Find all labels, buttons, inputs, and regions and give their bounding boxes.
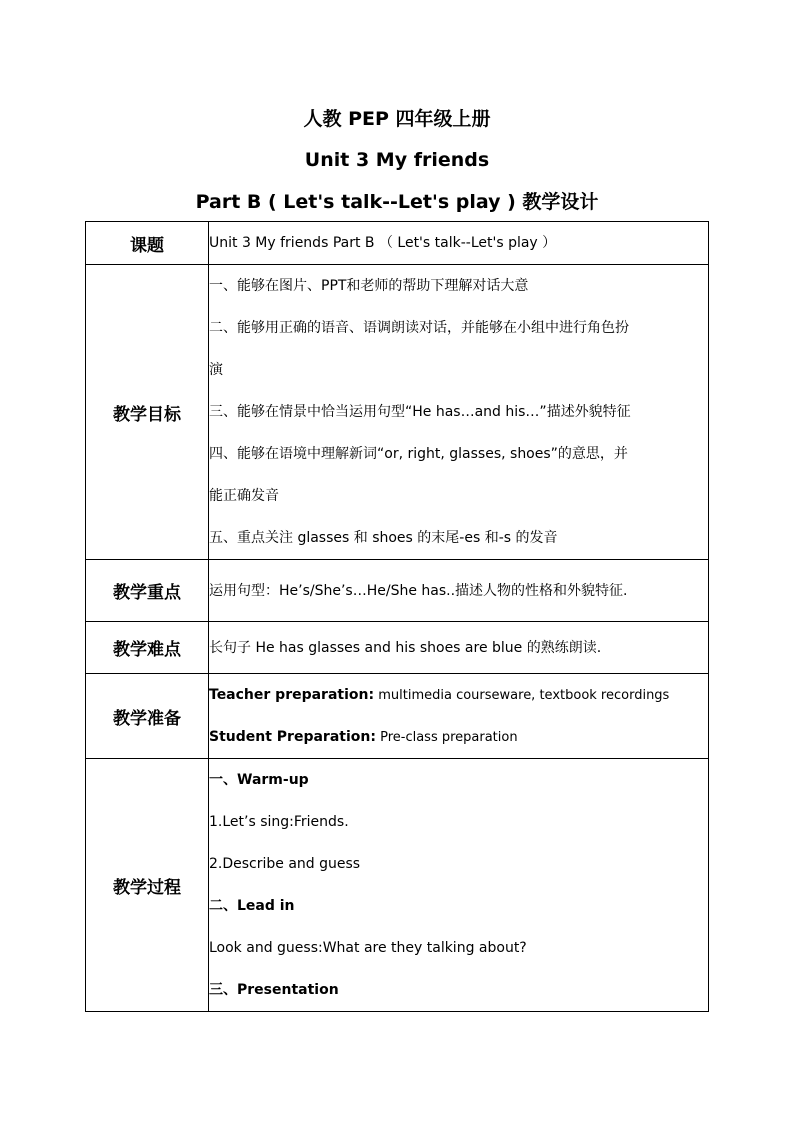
label-objectives: 教学目标 xyxy=(86,265,209,560)
value-key-points xyxy=(209,560,709,622)
value-preparation xyxy=(209,674,709,759)
teacher-preparation-text: multimedia courseware, textbook recordings xyxy=(374,688,670,703)
value-difficulties xyxy=(209,622,709,674)
label-process: 教学过程 xyxy=(86,759,209,1012)
objective-line: 演 xyxy=(209,362,223,378)
difficulties-text: 长句子 He has glasses and his shoes are blue 的熟练朗读. xyxy=(209,639,602,656)
process-section-heading: 三、Presentation xyxy=(209,982,339,998)
objective-line: 三、能够在情景中恰当运用句型“He has…and his…”描述外貌特征 xyxy=(209,404,631,420)
label-key-points: 教学重点 xyxy=(86,560,209,622)
student-preparation-text: Pre-class preparation xyxy=(375,730,518,745)
objective-line: 能正确发音 xyxy=(209,488,279,504)
label-difficulties: 教学难点 xyxy=(86,622,209,674)
student-preparation xyxy=(209,716,708,758)
student-preparation-label: Student Preparation: xyxy=(209,729,376,745)
value-objectives xyxy=(209,265,709,560)
row-process xyxy=(86,759,709,1012)
process-line: 2.Describe and guess xyxy=(209,856,361,872)
objective-line: 五、重点关注 glasses 和 shoes 的末尾-es 和-s 的发音 xyxy=(209,530,558,546)
row-objectives xyxy=(86,265,709,560)
process-section-heading: 一、Warm-up xyxy=(209,772,309,788)
teacher-preparation-label: Teacher preparation: xyxy=(209,687,375,703)
process-line: 1.Let’s sing:Friends. xyxy=(209,814,349,830)
label-topic: 课题 xyxy=(86,222,209,265)
topic-text: Unit 3 My friends Part B （ Let's talk--Let's play ） xyxy=(209,235,557,251)
teacher-preparation xyxy=(209,674,708,716)
label-preparation: 教学准备 xyxy=(86,674,209,759)
lesson-plan-table xyxy=(85,221,709,1012)
doc-title-line1: 人教 PEP 四年级上册 xyxy=(303,108,491,130)
row-key-points xyxy=(86,560,709,622)
value-topic xyxy=(209,222,709,265)
doc-title-line3: Part B ( Let's talk--Let's play ) 教学设计 xyxy=(195,191,599,213)
objective-line: 一、能够在图片、PPT和老师的帮助下理解对话大意 xyxy=(209,278,529,294)
value-process xyxy=(209,759,709,1012)
process-line: Look and guess:What are they talking about? xyxy=(209,940,527,956)
row-topic xyxy=(86,222,709,265)
doc-title-line2: Unit 3 My friends xyxy=(304,149,490,171)
objective-line: 二、能够用正确的语音、语调朗读对话，并能够在小组中进行角色扮 xyxy=(209,320,629,336)
process-section-heading: 二、Lead in xyxy=(209,898,295,914)
row-difficulties xyxy=(86,622,709,674)
objective-line: 四、能够在语境中理解新词“or, right, glasses, shoes”的意思，并 xyxy=(209,446,628,462)
row-preparation xyxy=(86,674,709,759)
key-points-text: 运用句型：He’s/She’s…He/She has..描述人物的性格和外貌特征. xyxy=(209,582,628,599)
